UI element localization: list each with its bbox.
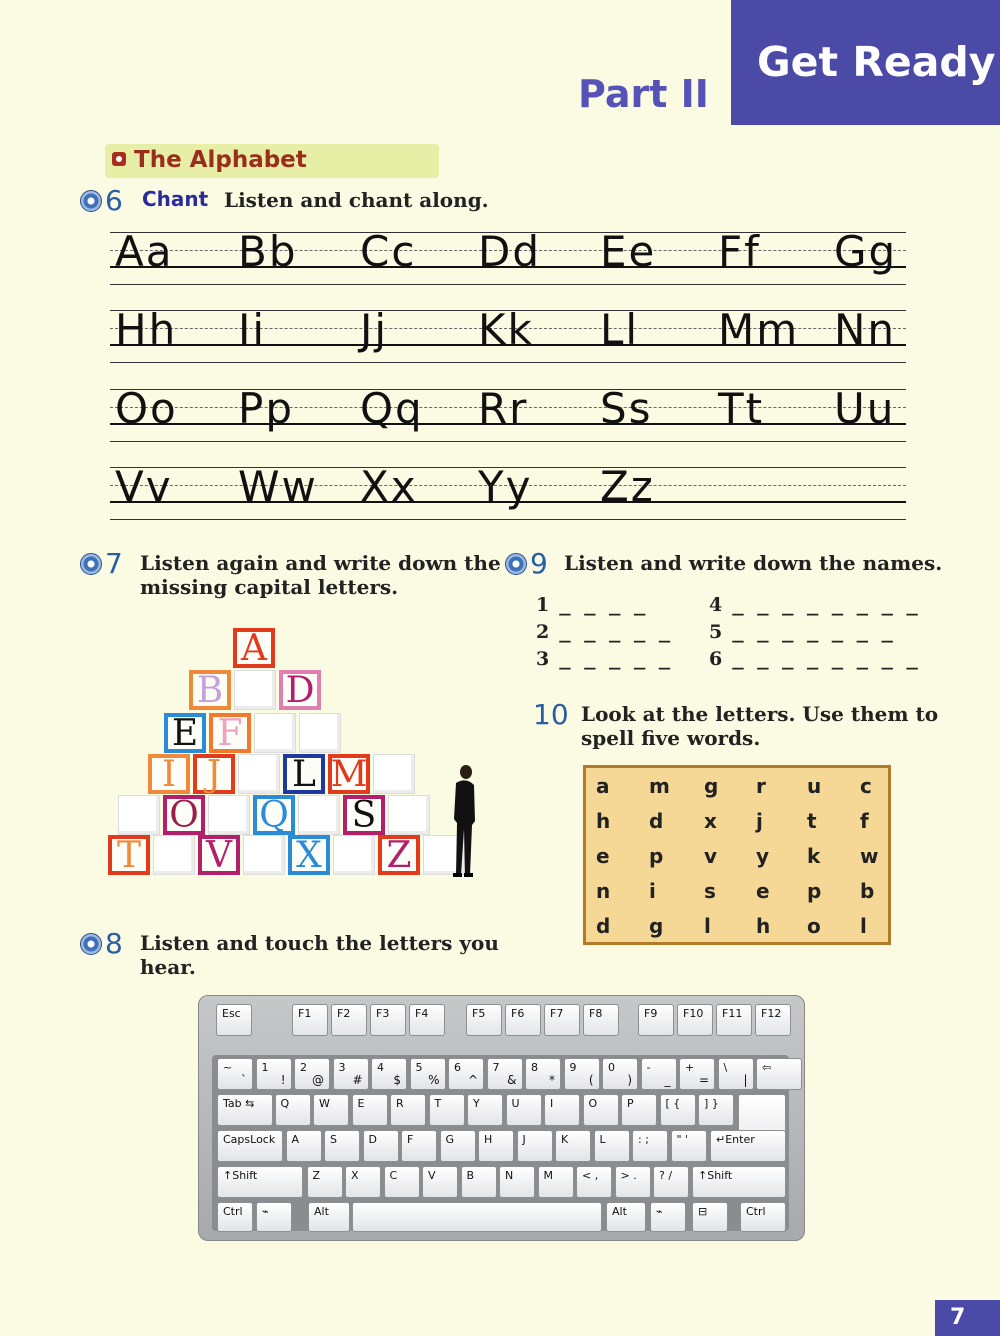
key-label: Q bbox=[280, 1097, 290, 1110]
key-label: ⊟ bbox=[698, 1205, 708, 1218]
key-label: F11 bbox=[722, 1007, 743, 1020]
banner-title: Get Ready bbox=[757, 38, 996, 86]
key-tab[interactable] bbox=[217, 1094, 273, 1126]
key-sublabel: ^ bbox=[467, 1073, 478, 1087]
grid-letter: l bbox=[860, 914, 867, 938]
grid-letter: n bbox=[596, 879, 611, 903]
key[interactable] bbox=[352, 1094, 388, 1126]
grid-letter: f bbox=[860, 809, 869, 833]
letter-block: Q bbox=[253, 795, 295, 835]
key-label: \ bbox=[723, 1061, 728, 1074]
key[interactable] bbox=[217, 1202, 253, 1232]
key-capslock[interactable] bbox=[217, 1130, 283, 1162]
chant-label: Chant bbox=[142, 187, 209, 211]
exercise-instruction: spell five words. bbox=[581, 726, 761, 750]
key-sublabel: % bbox=[428, 1073, 440, 1087]
key[interactable] bbox=[487, 1058, 523, 1090]
key-label: 6 bbox=[454, 1061, 461, 1074]
letter-block: A bbox=[233, 628, 275, 668]
key-f2[interactable] bbox=[331, 1004, 367, 1036]
key[interactable] bbox=[499, 1166, 535, 1198]
grid-letter: w bbox=[860, 844, 879, 868]
handwriting-row bbox=[110, 227, 906, 298]
letter-block: J bbox=[193, 754, 235, 794]
key-label: W bbox=[319, 1097, 330, 1110]
grid-letter: r bbox=[756, 774, 766, 798]
key-label: V bbox=[428, 1169, 436, 1182]
letter-pair: Mm bbox=[718, 305, 800, 354]
answer-number: 4 bbox=[709, 594, 723, 616]
empty-block bbox=[298, 795, 340, 835]
answer-number: 2 bbox=[536, 621, 550, 643]
key[interactable] bbox=[422, 1166, 458, 1198]
key[interactable] bbox=[286, 1130, 322, 1162]
key-label: 3 bbox=[338, 1061, 346, 1074]
key[interactable] bbox=[538, 1166, 574, 1198]
key-label: : ; bbox=[638, 1133, 649, 1146]
grid-letter: g bbox=[649, 914, 664, 938]
key-label: F3 bbox=[376, 1007, 390, 1020]
key-label: F5 bbox=[472, 1007, 486, 1020]
key-label: K bbox=[561, 1133, 569, 1146]
letter-pair: Kk bbox=[478, 305, 534, 354]
grid-letter: p bbox=[807, 879, 822, 903]
grid-letter: d bbox=[649, 809, 664, 833]
key-sublabel: ( bbox=[588, 1073, 594, 1087]
key-sublabel: = bbox=[698, 1073, 709, 1087]
key[interactable] bbox=[467, 1094, 503, 1126]
empty-block bbox=[299, 713, 341, 753]
answer-blanks[interactable]: _ _ _ _ _ _ _ _ bbox=[732, 648, 919, 670]
key-label: E bbox=[357, 1097, 365, 1110]
key-space[interactable] bbox=[352, 1202, 602, 1232]
letter-pair: Nn bbox=[834, 305, 897, 354]
empty-block bbox=[208, 795, 250, 835]
section-title: The Alphabet bbox=[134, 147, 307, 173]
page-number: 7 bbox=[950, 1305, 966, 1330]
letter-pair: Tt bbox=[718, 384, 765, 433]
letter-block: I bbox=[148, 754, 190, 794]
grid-letter: e bbox=[596, 844, 610, 868]
key[interactable] bbox=[698, 1094, 734, 1126]
key-sublabel: ) bbox=[627, 1073, 632, 1087]
key-label: F1 bbox=[298, 1007, 312, 1020]
key-label: 5 bbox=[415, 1061, 423, 1074]
key-f6[interactable] bbox=[505, 1004, 541, 1036]
key[interactable] bbox=[478, 1130, 514, 1162]
key-label: F4 bbox=[415, 1007, 429, 1020]
key-label: O bbox=[588, 1097, 598, 1110]
letter-block: L bbox=[283, 754, 325, 794]
key-label: Ctrl bbox=[746, 1205, 766, 1218]
key[interactable] bbox=[671, 1130, 707, 1162]
letter-pair: Jj bbox=[360, 305, 389, 354]
exercise-instruction: Listen again and write down the bbox=[140, 551, 501, 575]
letter-pair: Dd bbox=[478, 227, 542, 276]
key-esc[interactable] bbox=[216, 1004, 252, 1036]
key-label: ⌁ bbox=[656, 1205, 663, 1218]
exercise-instruction: Look at the letters. Use them to bbox=[581, 702, 939, 726]
grid-letter: t bbox=[807, 809, 817, 833]
answer-number: 6 bbox=[709, 648, 723, 670]
key[interactable] bbox=[294, 1058, 330, 1090]
key[interactable] bbox=[650, 1202, 686, 1232]
exercise-number: 10 bbox=[533, 698, 569, 731]
key-label: 7 bbox=[492, 1061, 500, 1074]
key-label: Ctrl bbox=[223, 1205, 243, 1218]
key-sublabel: # bbox=[352, 1073, 363, 1087]
grid-letter: h bbox=[596, 809, 611, 833]
answer-blanks[interactable]: _ _ _ _ _ bbox=[559, 648, 672, 670]
key-label: CapsLock bbox=[223, 1133, 276, 1146]
key-f11[interactable] bbox=[716, 1004, 752, 1036]
key-label: Alt bbox=[612, 1205, 627, 1218]
key-f5[interactable] bbox=[466, 1004, 502, 1036]
key[interactable] bbox=[333, 1058, 369, 1090]
grid-letter: o bbox=[807, 914, 821, 938]
key-label: F bbox=[407, 1133, 414, 1146]
key[interactable] bbox=[401, 1130, 437, 1162]
grid-letter: y bbox=[756, 844, 770, 868]
key[interactable] bbox=[756, 1058, 802, 1090]
key-label: Tab ⇆ bbox=[223, 1097, 255, 1110]
key[interactable] bbox=[384, 1166, 420, 1198]
key[interactable] bbox=[410, 1058, 446, 1090]
man-figure-icon bbox=[448, 763, 478, 878]
key-label: + bbox=[685, 1061, 695, 1074]
grid-letter: k bbox=[807, 844, 821, 868]
key[interactable] bbox=[324, 1130, 360, 1162]
key[interactable] bbox=[217, 1058, 253, 1090]
key[interactable] bbox=[679, 1058, 715, 1090]
key-label: Alt bbox=[314, 1205, 329, 1218]
key[interactable] bbox=[564, 1058, 600, 1090]
letter-block: S bbox=[343, 795, 385, 835]
key-label: ↑Shift bbox=[223, 1169, 258, 1182]
letter-pair: Ll bbox=[600, 305, 640, 354]
key[interactable] bbox=[256, 1202, 292, 1232]
key-label: F7 bbox=[550, 1007, 564, 1020]
letter-pair: Ww bbox=[238, 462, 318, 511]
key-label: F12 bbox=[761, 1007, 782, 1020]
grid-letter: m bbox=[649, 774, 670, 798]
cd-audio-icon[interactable] bbox=[80, 553, 102, 575]
answer-blanks[interactable]: _ _ _ _ _ _ _ bbox=[732, 621, 894, 643]
letter-pair: Gg bbox=[834, 227, 898, 276]
key-label: A bbox=[291, 1133, 300, 1146]
guide-line bbox=[110, 441, 906, 442]
answer-item bbox=[536, 621, 671, 643]
key[interactable] bbox=[363, 1130, 399, 1162]
guide-line bbox=[110, 362, 906, 363]
key-f8[interactable] bbox=[583, 1004, 619, 1036]
grid-letter: u bbox=[807, 774, 822, 798]
letter-pair: Pp bbox=[238, 384, 294, 433]
exercise-number: 9 bbox=[530, 547, 548, 580]
grid-letter: c bbox=[860, 774, 872, 798]
key-label: ↵Enter bbox=[716, 1133, 755, 1146]
key[interactable] bbox=[525, 1058, 561, 1090]
key[interactable] bbox=[390, 1094, 426, 1126]
letter-pair: Zz bbox=[600, 462, 655, 511]
key[interactable] bbox=[740, 1202, 786, 1232]
exercise-instruction: Listen and chant along. bbox=[224, 188, 489, 212]
cd-audio-icon[interactable] bbox=[505, 553, 527, 575]
exercise-number: 8 bbox=[105, 927, 123, 960]
letter-block: V bbox=[198, 835, 240, 875]
key-label: I bbox=[550, 1097, 554, 1110]
letter-pair: Ss bbox=[600, 384, 653, 433]
letter-pair: Xx bbox=[360, 462, 418, 511]
key-label: ⇦ bbox=[762, 1061, 772, 1074]
key[interactable] bbox=[692, 1202, 728, 1232]
key-label: F6 bbox=[511, 1007, 525, 1020]
key-shift-right[interactable] bbox=[692, 1166, 786, 1198]
key-label: > . bbox=[620, 1169, 637, 1182]
exercise-number: 6 bbox=[105, 184, 123, 217]
handwriting-row bbox=[110, 462, 906, 533]
letter-pair: Ii bbox=[238, 305, 267, 354]
answer-blanks[interactable]: _ _ _ _ _ bbox=[559, 621, 672, 643]
key[interactable] bbox=[621, 1094, 657, 1126]
letter-block: O bbox=[163, 795, 205, 835]
key-label: Z bbox=[312, 1169, 321, 1182]
letter-pair: Rr bbox=[478, 384, 529, 433]
key-label: R bbox=[396, 1097, 404, 1110]
key[interactable] bbox=[517, 1130, 553, 1162]
key-f9[interactable] bbox=[638, 1004, 674, 1036]
page-number-box bbox=[935, 1300, 1000, 1336]
key-f10[interactable] bbox=[677, 1004, 713, 1036]
key-enter[interactable] bbox=[710, 1130, 786, 1162]
grid-letter: l bbox=[704, 914, 711, 938]
key-label: G bbox=[445, 1133, 455, 1146]
key-label: 1 bbox=[261, 1061, 269, 1074]
letter-pair: Vv bbox=[115, 462, 173, 511]
key-f7[interactable] bbox=[544, 1004, 580, 1036]
grid-letter: p bbox=[649, 844, 664, 868]
key-label: X bbox=[351, 1169, 359, 1182]
key-label: 8 bbox=[531, 1061, 538, 1074]
key-label: ~ bbox=[223, 1061, 233, 1074]
letter-pair: Yy bbox=[478, 462, 533, 511]
key-f1[interactable] bbox=[292, 1004, 328, 1036]
key-label: M bbox=[543, 1169, 553, 1182]
key-label: S bbox=[330, 1133, 337, 1146]
key[interactable] bbox=[448, 1058, 484, 1090]
key[interactable] bbox=[275, 1094, 311, 1126]
key-label: ⌁ bbox=[262, 1205, 269, 1218]
answer-blanks[interactable]: _ _ _ _ _ _ _ _ bbox=[732, 594, 919, 616]
key[interactable] bbox=[606, 1202, 646, 1232]
letter-block: E bbox=[164, 713, 206, 753]
key-label: Esc bbox=[222, 1007, 241, 1020]
guide-line bbox=[110, 519, 906, 520]
key-label: " ' bbox=[676, 1133, 689, 1146]
exercise-instruction: Listen and write down the names. bbox=[564, 551, 943, 575]
key[interactable] bbox=[440, 1130, 476, 1162]
letter-pair: Oo bbox=[115, 384, 178, 433]
key[interactable] bbox=[461, 1166, 497, 1198]
key[interactable] bbox=[555, 1130, 591, 1162]
key-label: U bbox=[511, 1097, 520, 1110]
empty-block bbox=[254, 713, 296, 753]
key[interactable] bbox=[506, 1094, 542, 1126]
empty-block bbox=[373, 754, 415, 794]
key-f3[interactable] bbox=[370, 1004, 406, 1036]
key[interactable] bbox=[583, 1094, 619, 1126]
letter-block: X bbox=[288, 835, 330, 875]
letter-block: D bbox=[279, 670, 321, 710]
key-label: F8 bbox=[589, 1007, 603, 1020]
key[interactable] bbox=[660, 1094, 696, 1126]
key-f12[interactable] bbox=[755, 1004, 791, 1036]
key[interactable] bbox=[594, 1130, 630, 1162]
key[interactable] bbox=[544, 1094, 580, 1126]
exercise-instruction: missing capital letters. bbox=[140, 575, 399, 599]
letter-block: M bbox=[328, 754, 370, 794]
key-label: Y bbox=[473, 1097, 480, 1110]
empty-block bbox=[238, 754, 280, 794]
exercise-number: 7 bbox=[105, 547, 123, 580]
letter-pair: Uu bbox=[834, 384, 896, 433]
letter-block: B bbox=[189, 670, 231, 710]
letter-pair: Bb bbox=[238, 227, 298, 276]
key-label: D bbox=[368, 1133, 377, 1146]
key[interactable] bbox=[615, 1166, 651, 1198]
key-label: J bbox=[522, 1133, 526, 1146]
key[interactable] bbox=[371, 1058, 407, 1090]
key[interactable] bbox=[345, 1166, 381, 1198]
letter-pair: Ff bbox=[718, 227, 761, 276]
key[interactable] bbox=[653, 1166, 689, 1198]
empty-block bbox=[153, 835, 195, 875]
letter-block: T bbox=[108, 835, 150, 875]
cd-audio-icon[interactable] bbox=[80, 190, 102, 212]
letter-pair: Ee bbox=[600, 227, 657, 276]
key-label: [ { bbox=[665, 1097, 681, 1110]
grid-letter: e bbox=[756, 879, 770, 903]
grid-letter: a bbox=[596, 774, 610, 798]
key-sublabel: * bbox=[549, 1073, 555, 1087]
grid-letter: j bbox=[756, 809, 763, 833]
key-label: H bbox=[484, 1133, 493, 1146]
key[interactable] bbox=[256, 1058, 292, 1090]
answer-number: 5 bbox=[709, 621, 723, 643]
key-label: B bbox=[466, 1169, 475, 1182]
letter-pair: Qq bbox=[360, 384, 424, 433]
grid-letter: s bbox=[704, 879, 716, 903]
key-label: 2 bbox=[300, 1061, 307, 1074]
key-label: ] } bbox=[704, 1097, 719, 1110]
key-sublabel: ` bbox=[241, 1073, 247, 1087]
grid-letter: i bbox=[649, 879, 656, 903]
key-sublabel: ! bbox=[280, 1073, 286, 1087]
key-sublabel: $ bbox=[393, 1073, 401, 1087]
key-label: L bbox=[599, 1133, 606, 1146]
empty-block bbox=[333, 835, 375, 875]
grid-letter: b bbox=[860, 879, 875, 903]
answer-item bbox=[709, 648, 919, 670]
key-label: C bbox=[389, 1169, 398, 1182]
key[interactable] bbox=[632, 1130, 668, 1162]
key[interactable] bbox=[602, 1058, 638, 1090]
answer-blanks[interactable]: _ _ _ _ bbox=[559, 594, 647, 616]
key-label: P bbox=[627, 1097, 634, 1110]
key-label: 0 bbox=[608, 1061, 615, 1074]
key[interactable] bbox=[718, 1058, 754, 1090]
empty-block bbox=[388, 795, 430, 835]
key-sublabel: _ bbox=[664, 1073, 671, 1087]
part-title: Part II bbox=[578, 72, 709, 116]
key-shift-left[interactable] bbox=[217, 1166, 303, 1198]
exercise-instruction: hear. bbox=[140, 955, 196, 979]
exercise-instruction: Listen and touch the letters you bbox=[140, 931, 499, 955]
key-label: 4 bbox=[377, 1061, 384, 1074]
letter-pair: Aa bbox=[115, 227, 174, 276]
grid-letter: v bbox=[704, 844, 718, 868]
grid-letter: g bbox=[704, 774, 719, 798]
handwriting-row bbox=[110, 384, 906, 455]
answer-number: 1 bbox=[536, 594, 550, 616]
answer-item bbox=[536, 648, 671, 670]
letter-pair: Cc bbox=[360, 227, 417, 276]
guide-line bbox=[110, 284, 906, 285]
answer-item bbox=[709, 621, 894, 643]
empty-block bbox=[243, 835, 285, 875]
letter-grid bbox=[583, 765, 891, 945]
answer-item bbox=[709, 594, 919, 616]
key[interactable] bbox=[576, 1166, 612, 1198]
answer-item bbox=[536, 594, 646, 616]
key[interactable] bbox=[429, 1094, 465, 1126]
key-label: ? / bbox=[659, 1169, 673, 1182]
grid-letter: x bbox=[704, 809, 717, 833]
answer-number: 3 bbox=[536, 648, 550, 670]
letter-pair: Hh bbox=[115, 305, 178, 354]
key-label: N bbox=[505, 1169, 514, 1182]
key[interactable] bbox=[313, 1094, 349, 1126]
key-label: F10 bbox=[683, 1007, 704, 1020]
empty-block bbox=[234, 670, 276, 710]
grid-letter: d bbox=[596, 914, 611, 938]
empty-block bbox=[118, 795, 160, 835]
letter-block: Z bbox=[378, 835, 420, 875]
cd-audio-icon[interactable] bbox=[80, 933, 102, 955]
bullet-icon bbox=[112, 152, 126, 166]
key-label: F2 bbox=[337, 1007, 351, 1020]
key[interactable] bbox=[308, 1202, 350, 1232]
key-f4[interactable] bbox=[409, 1004, 445, 1036]
key-sublabel: @ bbox=[312, 1073, 324, 1087]
key-label: < , bbox=[582, 1169, 599, 1182]
key-label: - bbox=[646, 1061, 651, 1074]
key-sublabel: | bbox=[743, 1073, 748, 1087]
letter-block: F bbox=[209, 713, 251, 753]
key-sublabel: & bbox=[507, 1073, 517, 1087]
key-label: F9 bbox=[644, 1007, 658, 1020]
key-label: T bbox=[434, 1097, 442, 1110]
key-label: 9 bbox=[569, 1061, 577, 1074]
key-label: ↑Shift bbox=[698, 1169, 733, 1182]
key[interactable] bbox=[307, 1166, 343, 1198]
key[interactable] bbox=[641, 1058, 677, 1090]
grid-letter: h bbox=[756, 914, 771, 938]
handwriting-row bbox=[110, 305, 906, 376]
